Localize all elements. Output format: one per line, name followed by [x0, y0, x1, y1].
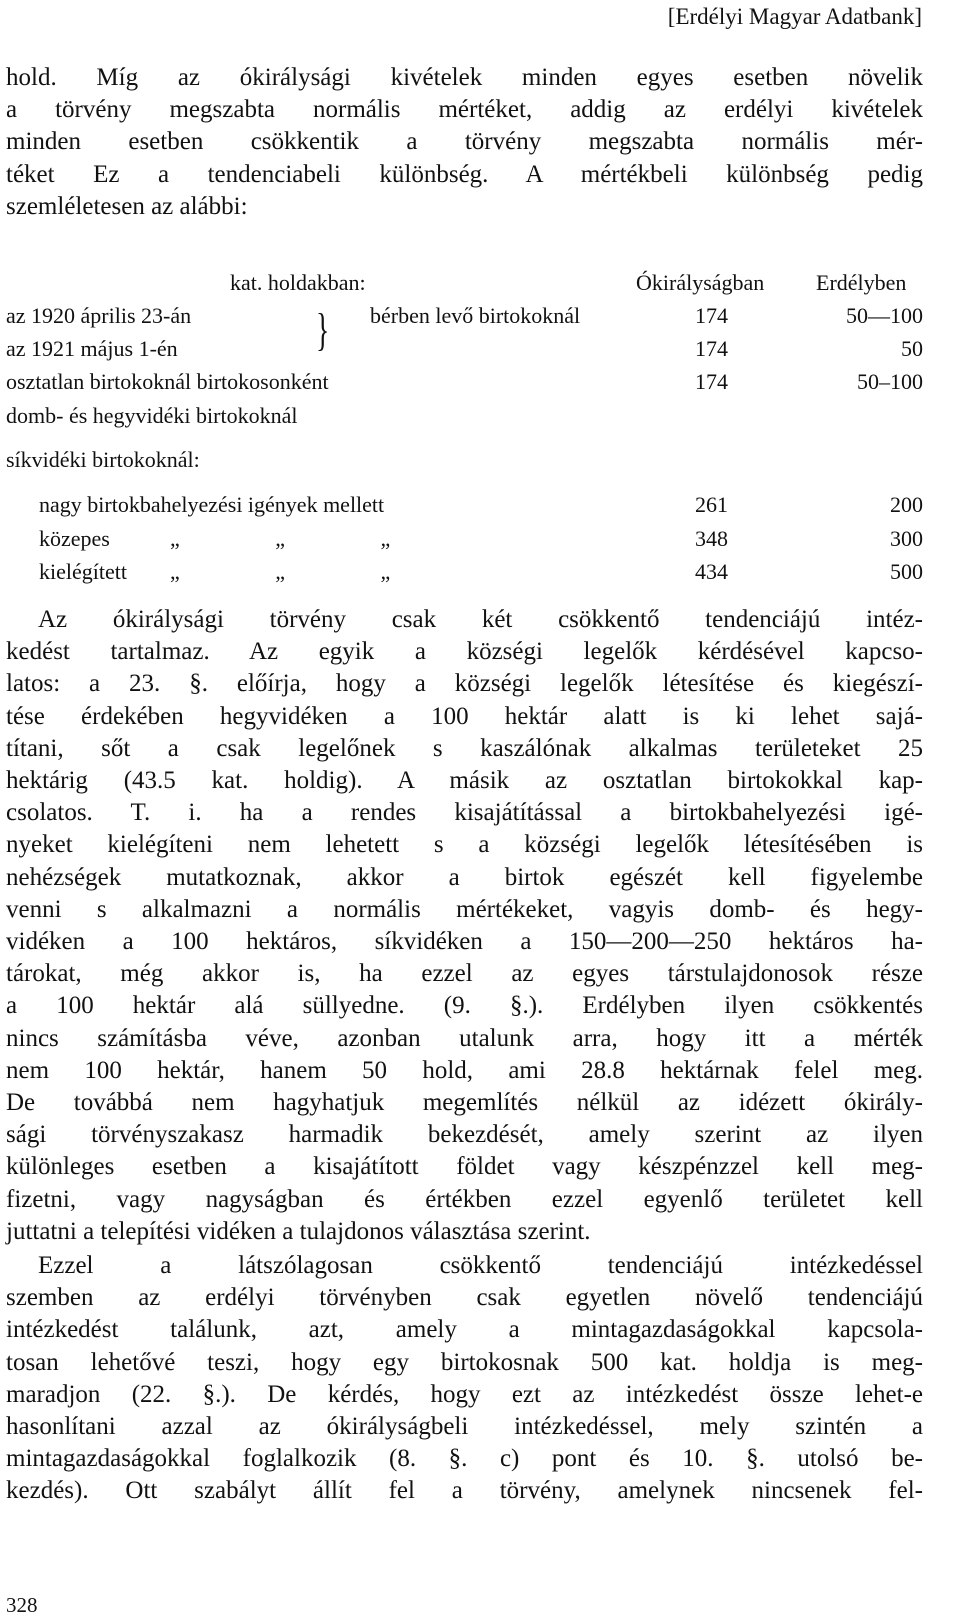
- unit-label: kat. holdakban:: [230, 270, 366, 295]
- text-line: a törvény megszabta normális mértéket, addig az erdélyi kivételek: [6, 96, 923, 124]
- text-line: sági törvényszakasz harmadik bekezdését, amely szerint az ilyen: [6, 1121, 923, 1149]
- row-label: domb- és hegyvidéki birtokoknál: [6, 403, 298, 428]
- value-erdely: 200: [890, 492, 923, 517]
- text-line: különleges esetben a kisajátított földet vagy készpénzzel kell meg-: [6, 1153, 923, 1181]
- value-okiralysag: 348: [695, 526, 728, 551]
- text-line: nem 100 hektár, hanem 50 hold, ami 28.8 hektárnak felel meg.: [6, 1056, 923, 1084]
- text-line: tárokat, még akkor is, ha ezzel az egyes társtulajdonosok része: [6, 960, 923, 988]
- text-line: kezdés). Ott szabályt állít fel a törvény, amelynek nincsenek fel-: [6, 1477, 923, 1505]
- body-paragraph-2: [6, 1250, 923, 1508]
- row-label: az 1921 május 1-én: [6, 336, 178, 361]
- text-line: hold. Míg az ókirálysági kivételek minden egyes esetben növelik: [6, 64, 923, 91]
- value-okiralysag: 261: [695, 492, 728, 517]
- text-line: nyeket kielégíteni nem lehetett s a községi legelők létesítésében is: [6, 831, 923, 859]
- value-okiralysag: 174: [695, 336, 728, 361]
- text-line: nehézségek mutatkoznak, akkor a birtok egészét kell figyelembe: [6, 863, 923, 891]
- source-header: [Erdélyi Magyar Adatbank]: [667, 4, 922, 29]
- text-line: De továbbá nem hagyhatjuk megemlítés nélkül az idézett ókirály-: [6, 1089, 923, 1117]
- text-line: hasonlítani azzal az ókirályságbeli intézkedéssel, mely szintén a: [6, 1413, 923, 1441]
- value-erdely: 50—100: [846, 303, 923, 328]
- ditto-marks: „ „ „: [170, 526, 391, 551]
- body-paragraph-1: [6, 604, 923, 1248]
- value-okiralysag: 434: [695, 559, 728, 584]
- text-line: a 100 hektár alá süllyedne. (9. §.). Erdélyben ilyen csökkentés: [6, 992, 923, 1020]
- brace-symbol: }: [316, 304, 330, 355]
- text-line: fizetni, vagy nagyságban és értékben ezzel egyenlő területet kell: [6, 1185, 923, 1213]
- text-line: szemben az erdélyi törvényben csak egyetlen növelő tendenciájú: [6, 1284, 923, 1312]
- value-erdely: 500: [890, 559, 923, 584]
- ditto-marks: „ „ „: [170, 559, 391, 584]
- text-line: nincs számításba véve, azonban utalunk arra, hogy itt a mérték: [6, 1024, 923, 1052]
- text-line: juttatni a telepítési vidéken a tulajdonos választása szerint.: [6, 1217, 591, 1245]
- text-line: maradjon (22. §.). De kérdés, hogy ezt az intézkedést össze lehet-e: [6, 1380, 923, 1408]
- row-sublabel: bérben levő birtokoknál: [370, 303, 581, 328]
- value-erdely: 50: [901, 336, 923, 361]
- row-label: közepes: [39, 526, 110, 551]
- text-line: intézkedést találunk, azt, amely a mintagazdaságokkal kapcsola-: [6, 1316, 923, 1344]
- value-okiralysag: 174: [695, 303, 728, 328]
- text-line: hektárig (43.5 kat. holdig). A másik az osztatlan birtokokkal kap-: [6, 767, 923, 795]
- value-okiralysag: 174: [695, 369, 728, 394]
- column-header-okiralysag: Ókirályságban: [636, 270, 765, 295]
- text-line: csolatos. T. i. ha a rendes kisajátítással a birtokbahelyezési igé-: [6, 799, 923, 827]
- text-line: Az ókirálysági törvény csak két csökkentő tendenciájú intéz-: [38, 606, 923, 633]
- value-erdely: 300: [890, 526, 923, 551]
- text-line: téket Ez a tendenciabeli különbség. A mértékbeli különbség pedig: [6, 160, 923, 188]
- column-header-erdely: Erdélyben: [816, 270, 907, 295]
- text-line: kedést tartalmaz. Az egyik a községi legelők kérdésével kapcso-: [6, 638, 923, 666]
- text-line: szemléletesen az alábbi:: [6, 192, 248, 220]
- text-line: mintagazdaságokkal foglalkozik (8. §. c) pont és 10. §. utolsó be-: [6, 1445, 923, 1473]
- value-erdely: 50–100: [857, 369, 923, 394]
- text-line: tése érdekében hegyvidéken a 100 hektár alatt is ki lehet sajá-: [6, 702, 923, 730]
- text-line: venni s alkalmazni a normális mértékeket, vagyis domb- és hegy-: [6, 895, 923, 923]
- text-line: tosan lehetővé teszi, hogy egy birtokosnak 500 kat. holdja is meg-: [6, 1348, 923, 1376]
- row-label: az 1920 április 23-án: [6, 303, 192, 328]
- text-line: Ezzel a látszólagosan csökkentő tendenciájú intézkedéssel: [38, 1252, 923, 1279]
- text-line: latos: a 23. §. előírja, hogy a községi legelők létesítése és kiegészí-: [6, 670, 923, 698]
- page-number: 328: [6, 1593, 38, 1617]
- row-label: osztatlan birtokoknál birtokosonként: [6, 369, 329, 394]
- row-label: nagy birtokbahelyezési igények mellett: [39, 492, 385, 517]
- text-line: vidéken a 100 hektáros, síkvidéken a 150—200—250 hektáros ha-: [6, 928, 923, 956]
- text-line: minden esetben csökkentik a törvény megszabta normális mér-: [6, 128, 923, 156]
- text-line: títani, sőt a csak legelőnek s kaszálónak alkalmas területeket 25: [6, 734, 923, 762]
- row-label: síkvidéki birtokoknál:: [6, 447, 200, 472]
- row-label: kielégített: [39, 559, 127, 584]
